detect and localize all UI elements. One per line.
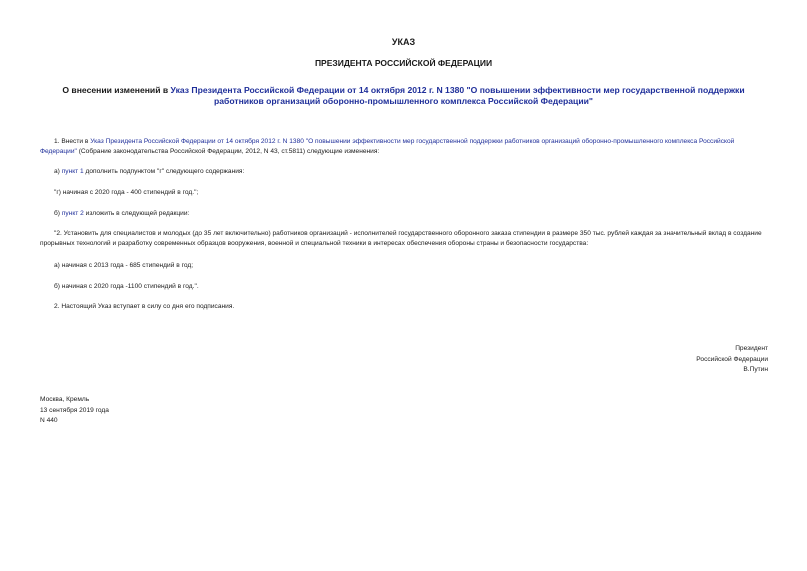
p1-suffix: (Собрание законодательства Российской Федерации, 2012, N 43, ст.5811) следующие изменения:	[76, 148, 380, 155]
p1-prefix: 1. Внести в	[54, 138, 91, 145]
paragraph-6: а) начиная с 2013 года - 685 стипендий в год;	[54, 262, 194, 269]
signature-country: Российской Федерации	[696, 355, 768, 363]
paragraph-5: "2. Установить для специалистов и молодых (до 35 лет включительно) работников организаций - исполнителей государственного оборонного заказа стипендии в размере 350 тыс. рублей каждая за значительный вклад в создание прорывных технологий и разработку современных образцов вооружения, военной и специальной техники в интересах обеспечения обороны страны и безопасности государства:	[40, 230, 762, 247]
subject-prefix: О внесении изменений в	[62, 85, 171, 95]
document-title: УКАЗ	[391, 37, 416, 47]
p1-decree-link[interactable]: Указ Президента Российской Федерации от 14 октября 2012 г. N 1380 "О повышении эффективности мер государственной поддержки работников организаций оборонно-промышленного комплекса Российской Федерации"	[40, 138, 735, 155]
document-footer	[40, 395, 109, 427]
paragraph-2	[54, 167, 768, 177]
paragraph-1	[40, 137, 768, 157]
signature-block	[696, 344, 768, 376]
signature-position: Президент	[735, 345, 768, 352]
p2-point-1-link[interactable]: пункт 1	[61, 168, 84, 175]
document-subject	[40, 85, 767, 107]
p4-suffix: изложить в следующей редакции:	[83, 210, 190, 217]
paragraph-3: "г) начиная с 2020 года - 400 стипендий в год.";	[54, 189, 199, 196]
p2-suffix: дополнить подпунктом "г" следующего содержания:	[83, 168, 245, 175]
paragraph-8: 2. Настоящий Указ вступает в силу со дня его подписания.	[54, 303, 235, 310]
signature-name: В.Путин	[743, 366, 768, 373]
footer-number: N 440	[40, 417, 58, 424]
document-subtitle: ПРЕЗИДЕНТА РОССИЙСКОЙ ФЕДЕРАЦИИ	[314, 58, 493, 68]
p4-point-2-link[interactable]: пункт 2	[61, 210, 84, 217]
paragraph-4	[54, 209, 768, 219]
subject-decree-link[interactable]: Указ Президента Российской Федерации от 14 октября 2012 г. N 1380 "О повышении эффективности мер государственной поддержки работников организаций оборонно-промышленного комплекса Российской Федерации"	[170, 85, 745, 106]
footer-place: Москва, Кремль	[40, 396, 90, 403]
paragraph-7: б) начиная с 2020 года -1100 стипендий в год.".	[54, 283, 199, 290]
p2-prefix: а)	[54, 168, 62, 175]
p4-prefix: б)	[54, 210, 62, 217]
footer-date: 13 сентября 2019 года	[40, 406, 109, 414]
